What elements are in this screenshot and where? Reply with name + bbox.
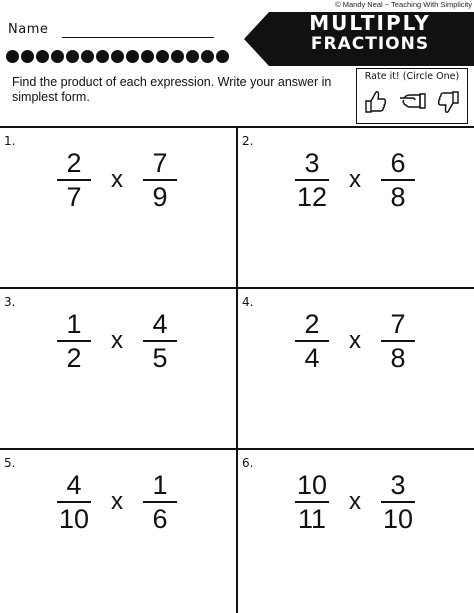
dot [81,50,94,63]
fraction [381,471,415,533]
fraction-bar [57,179,91,181]
problem-number: 6. [242,456,254,470]
multiply-sign: x [111,327,123,354]
denominator: 2 [66,343,82,373]
expression [238,146,472,214]
name-write-line[interactable] [62,37,214,38]
multiply-sign: x [111,166,123,193]
denominator: 4 [304,343,320,373]
fraction [381,149,415,211]
expression [238,307,472,375]
expression [0,146,234,214]
thumbs-down-icon[interactable] [436,89,462,115]
denominator: 10 [382,504,414,534]
problem-number: 3. [4,295,16,309]
dot-border [6,50,229,63]
expression [0,307,234,375]
fraction-bar [143,179,177,181]
numerator: 7 [152,148,168,178]
dot [186,50,199,63]
dot [66,50,79,63]
problem-2[interactable] [238,128,472,288]
copyright-text: © Mandy Neal ~ Teaching With Simplicity [335,0,472,9]
fraction [295,310,329,372]
dot [6,50,19,63]
fraction [57,149,91,211]
denominator: 8 [390,182,406,212]
title-line-2: FRACTIONS [310,34,430,54]
fraction [381,310,415,372]
denominator: 9 [152,182,168,212]
instructions-text: Find the product of each expression. Write your answer in simplest form. [12,75,332,104]
dot [51,50,64,63]
dot [141,50,154,63]
problem-4[interactable] [238,289,472,449]
numerator: 2 [66,148,82,178]
fraction-bar [57,501,91,503]
denominator: 5 [152,343,168,373]
multiply-sign: x [111,488,123,515]
multiply-sign: x [349,488,361,515]
problem-number: 1. [4,134,16,148]
dot [156,50,169,63]
fraction-bar [295,340,329,342]
multiply-sign: x [349,166,361,193]
fraction [143,149,177,211]
problem-1[interactable] [0,128,234,288]
dot [21,50,34,63]
numerator: 1 [152,470,168,500]
fraction [57,471,91,533]
numerator: 6 [390,148,406,178]
dot [201,50,214,63]
denominator: 11 [297,504,327,534]
dot [111,50,124,63]
problem-number: 2. [242,134,254,148]
problem-number: 4. [242,295,254,309]
thumbs-up-icon[interactable] [362,89,388,115]
dot [96,50,109,63]
expression [238,468,472,536]
fraction [143,310,177,372]
numerator: 10 [296,470,328,500]
denominator: 10 [58,504,90,534]
fraction-bar [381,179,415,181]
fraction [295,149,329,211]
multiply-sign: x [349,327,361,354]
denominator: 7 [66,182,82,212]
problem-5[interactable] [0,450,234,610]
fraction-bar [143,501,177,503]
numerator: 4 [66,470,82,500]
numerator: 3 [390,470,406,500]
numerator: 4 [152,309,168,339]
numerator: 2 [304,309,320,339]
thumbs-sideways-icon[interactable] [398,89,426,115]
numerator: 1 [66,309,82,339]
problem-3[interactable] [0,289,234,449]
expression [0,468,234,536]
fraction-bar [295,501,329,503]
fraction-bar [381,501,415,503]
denominator: 8 [390,343,406,373]
fraction [57,310,91,372]
dot [126,50,139,63]
numerator: 3 [304,148,320,178]
numerator: 7 [390,309,406,339]
fraction [295,471,329,533]
problem-6[interactable] [238,450,472,610]
rate-it-box [356,68,468,124]
fraction-bar [57,340,91,342]
dot [216,50,229,63]
problem-number: 5. [4,456,16,470]
denominator: 6 [152,504,168,534]
title-line-1: MULTIPLY [309,11,431,35]
denominator: 12 [296,182,328,212]
name-label: Name [8,22,49,37]
dot [36,50,49,63]
worksheet-title [270,13,470,55]
dot [171,50,184,63]
rate-title: Rate it! (Circle One) [364,71,460,82]
fraction-bar [295,179,329,181]
fraction-bar [143,340,177,342]
fraction-bar [381,340,415,342]
fraction [143,471,177,533]
